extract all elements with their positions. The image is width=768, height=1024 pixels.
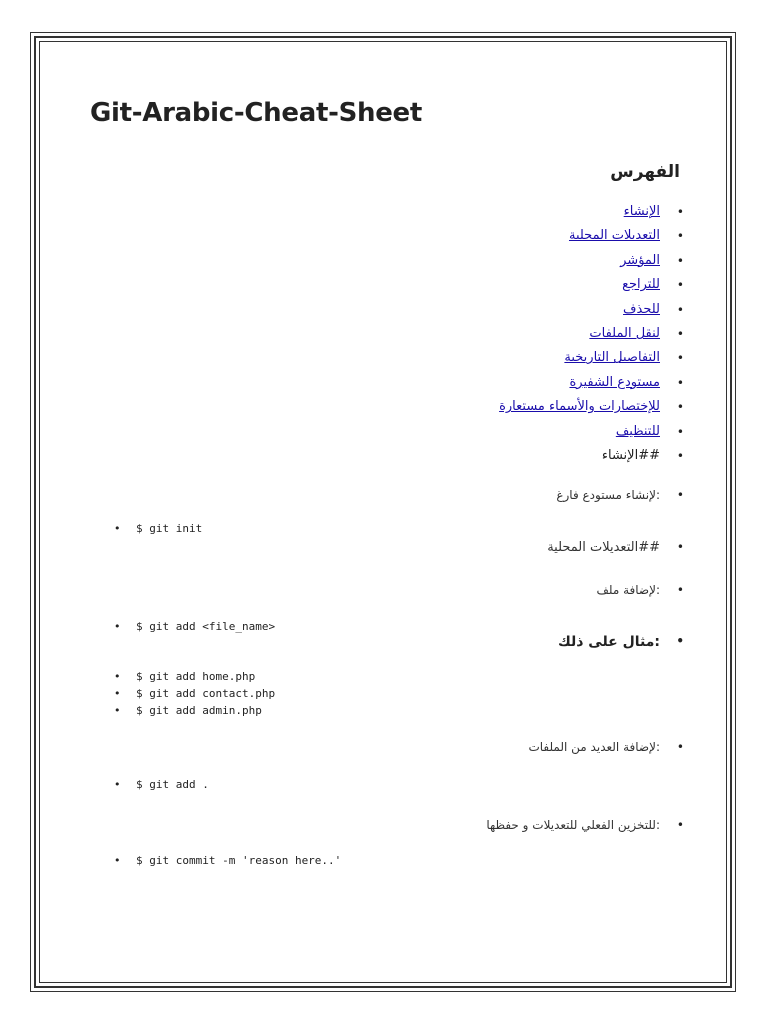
toc-item-delete: [499, 298, 688, 322]
code-list-examples: [112, 668, 275, 719]
toc-item-create: [499, 200, 688, 224]
example-heading: [558, 634, 688, 650]
create-empty-repo-text: [556, 488, 688, 502]
document-content: [60, 60, 708, 960]
list-item: • :لإضافة ملف: [596, 583, 688, 597]
toc-item-move-files: [499, 322, 688, 346]
toc-item-aliases: [499, 395, 688, 419]
list-item: • :مثال على ذلك: [558, 634, 688, 650]
toc-link-cleanup[interactable]: للتنظيف: [615, 423, 660, 439]
toc-link-create[interactable]: الإنشاء: [623, 204, 660, 219]
list-item: • :للتخزين الفعلي للتعديلات و حفظها: [486, 818, 688, 832]
toc-item-pointer: [499, 249, 688, 273]
code-list-init: [112, 520, 202, 537]
toc-item-history: [499, 346, 688, 370]
toc-item-remote-repo: [499, 371, 688, 395]
list-item: • :لإضافة العديد من الملفات: [528, 740, 688, 754]
code-list-commit: [112, 852, 341, 869]
index-heading: الفهرس: [610, 162, 680, 182]
toc-link-move-files[interactable]: لنقل الملفات: [589, 326, 660, 342]
toc-link-undo[interactable]: للتراجع: [622, 277, 660, 293]
toc-link-remote-repo[interactable]: مستودع الشفيرة: [569, 374, 660, 390]
code-list-add-file: [112, 618, 275, 635]
add-many-text: [528, 740, 688, 754]
code-line: • $ git add home.php: [112, 668, 275, 685]
toc-link-aliases[interactable]: للإختصارات والأسماء مستعارة: [499, 399, 660, 415]
toc-item-local-changes: [499, 224, 688, 248]
code-line: • $ git init: [112, 520, 202, 537]
code-line: • $ git add <file_name>: [112, 618, 275, 635]
toc-item-undo: [499, 273, 688, 297]
list-item: • ##التعديلات المحلية: [547, 540, 688, 555]
toc-text-create-heading: ##الإنشاء: [601, 448, 660, 464]
toc-item-cleanup: [499, 420, 688, 444]
toc-link-pointer[interactable]: المؤشر: [620, 252, 660, 268]
code-line: • $ git add .: [112, 776, 209, 793]
table-of-contents: [499, 200, 688, 468]
toc-item-create-heading: [499, 444, 688, 468]
commit-desc-text: [486, 818, 688, 832]
code-line: • $ git commit -m 'reason here..': [112, 852, 341, 869]
code-line: • $ git add admin.php: [112, 702, 275, 719]
code-line: • $ git add contact.php: [112, 685, 275, 702]
toc-link-local-changes[interactable]: التعديلات المحلية: [568, 228, 660, 244]
page-title: Git-Arabic-Cheat-Sheet: [90, 98, 423, 128]
code-list-add-all: [112, 776, 209, 793]
local-changes-heading: [547, 540, 688, 555]
toc-link-delete[interactable]: للحذف: [623, 301, 660, 317]
add-file-text: [596, 583, 688, 597]
toc-link-history[interactable]: التفاصيل التاريخية: [564, 350, 660, 366]
list-item: • :لإنشاء مستودع فارغ: [556, 488, 688, 502]
